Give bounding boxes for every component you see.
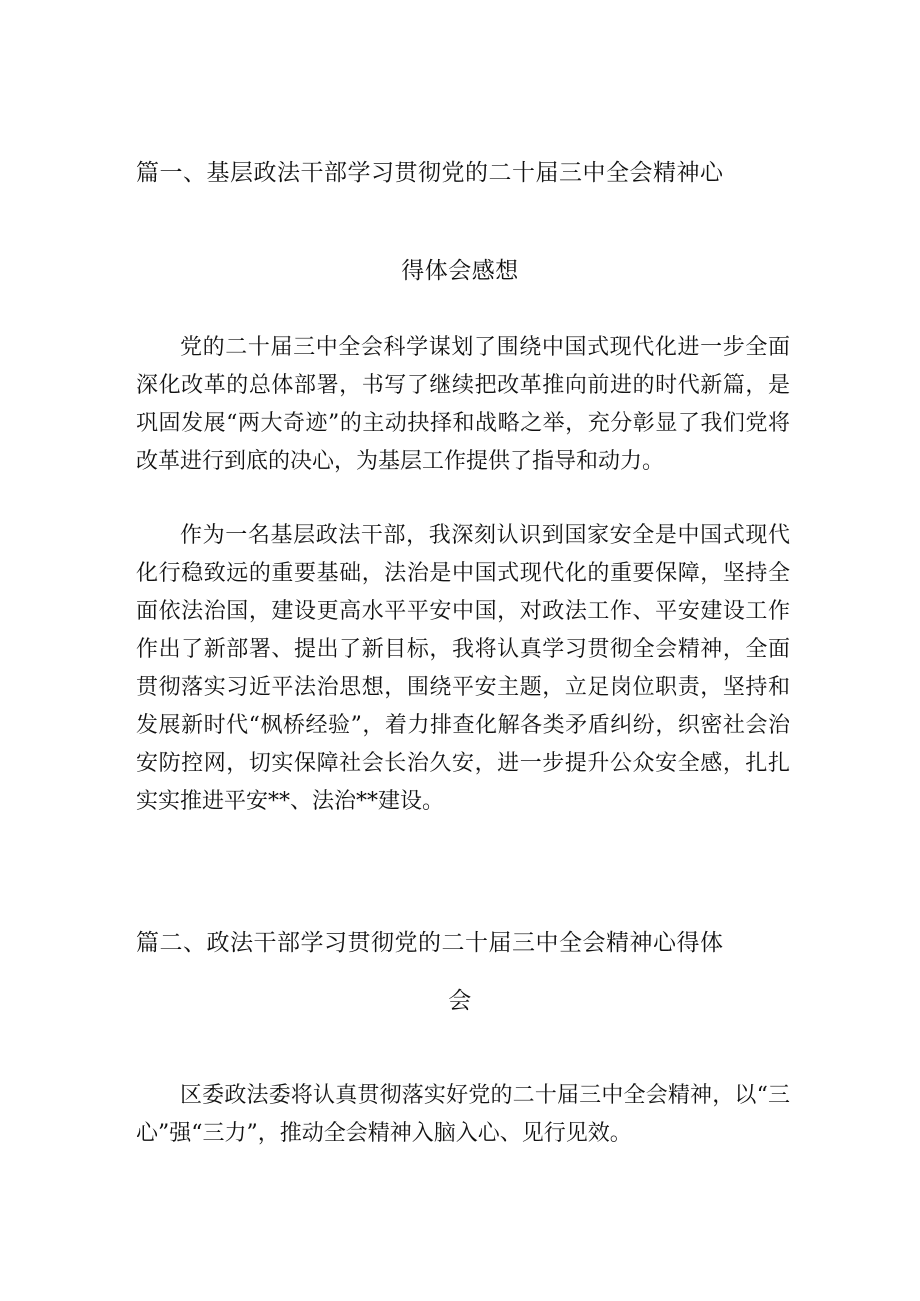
section1-paragraph2: 作为一名基层政法干部，我深刻认识到国家安全是中国式现代化行稳致远的重要基础，法治是中国式现代化的重要保障，坚持全面依法治国，建设更高水平平安中国，对政法工作、平安建设工作作出了新部署、提出了新目标，我将认真学习贯彻全会精神，全面贯彻落实习近平法治思想，围绕平安主题，立足岗位职责，坚持和发展新时代“枫桥经验”，着力排查化解各类矛盾纠纷，织密社会治安防控网，切实保障社会长治久安，进一步提升公众安全感，扎扎实实推进平安**、法治**建设。	[136, 523, 790, 814]
section1-title-line2: 得体会感想	[401, 258, 519, 284]
section1-title-line1: 篇一、基层政法干部学习贯彻党的二十届三中全会精神心	[136, 160, 724, 186]
section1-paragraph1: 党的二十届三中全会科学谋划了围绕中国式现代化进一步全面深化改革的总体部署，书写了继续把改革推向前进的时代新篇，是巩固发展“两大奇迹”的主动抉择和战略之举，充分彰显了我们党将改革进行到底的决心，为基层工作提供了指导和动力。	[136, 335, 790, 474]
section2-title-line1: 篇二、政法干部学习贯彻党的二十届三中全会精神心得体	[136, 930, 724, 956]
section2-paragraph1: 区委政法委将认真贯彻落实好党的二十届三中全会精神，以“三心”强“三力”，推动全会精神入脑入心、见行见效。	[136, 1083, 790, 1146]
section2-title-line2: 会	[448, 988, 472, 1014]
